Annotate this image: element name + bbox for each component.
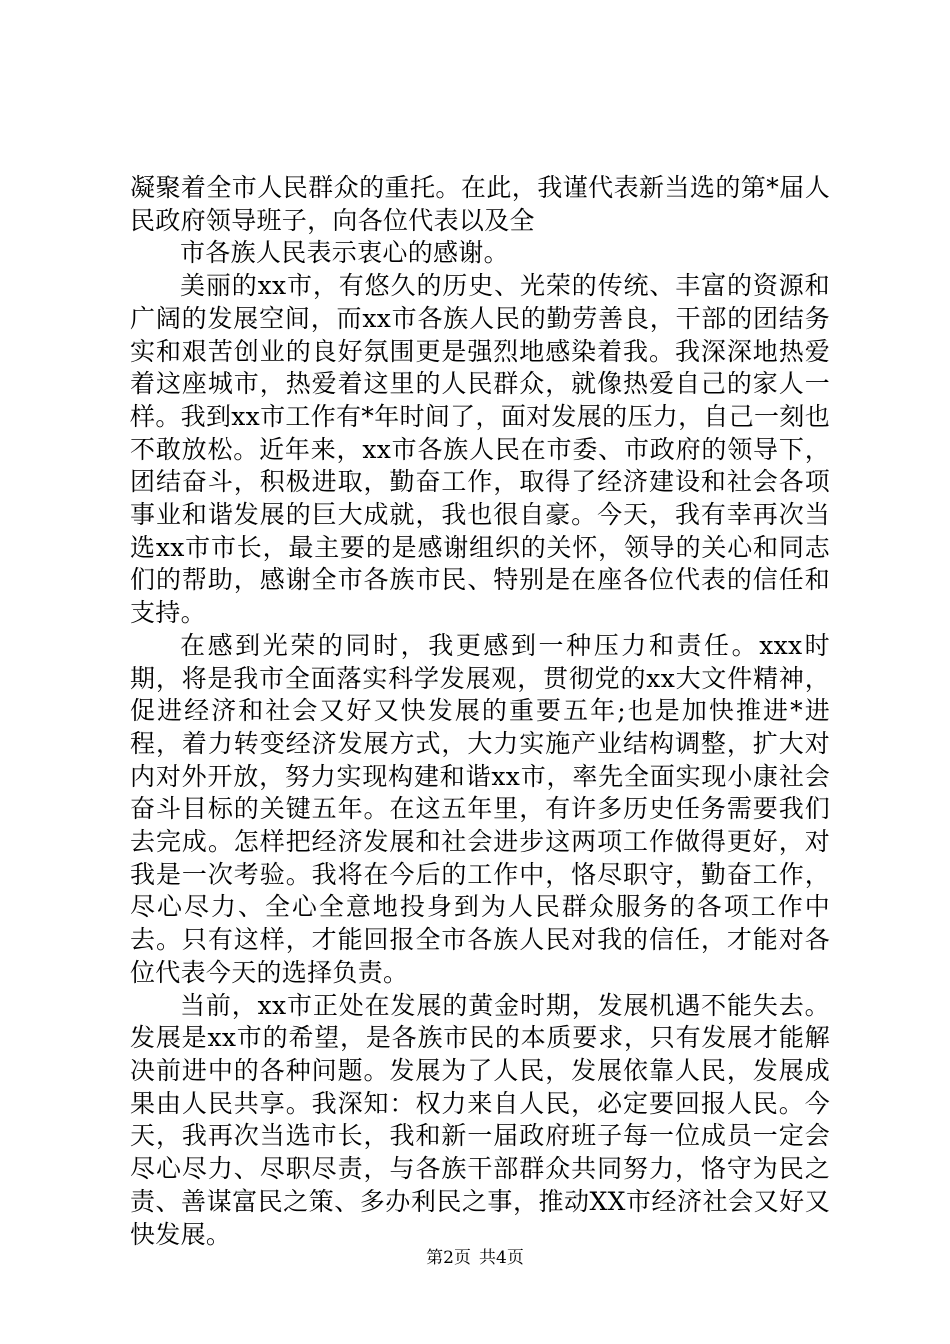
- paragraph-1: 凝聚着全市人民群众的重托。在此，我谨代表新当选的第*届人民政府领导班子，向各位代表以及全: [130, 173, 830, 235]
- paragraph-4: 当前，xx市正处在发展的黄金时期，发展机遇不能失去。发展是xx市的希望，是各族市民的本质要求，只有发展才能解决前进中的各种问题。发展为了人民，发展依靠人民，发展成果由人民共享。我深知：权力来自人民，必定要回报人民。今天，我再次当选市长，我和新一届政府班子每一位成员一定会尽心尽力、尽职尽责，与各族干部群众共同努力，恪守为民之责、善谋富民之策、多办利民之事，推动XX市经济社会又好又快发展。: [130, 990, 830, 1249]
- document-body: [130, 172, 830, 1251]
- paragraph-2: 美丽的xx市，有悠久的历史、光荣的传统、丰富的资源和广阔的发展空间，而xx市各族人民的勤劳善良，干部的团结务实和艰苦创业的良好氛围更是强烈地感染着我。我深深地热爱着这座城市，热爱着这里的人民群众，就像热爱自己的家人一样。我到xx市工作有*年时间了，面对发展的压力，自己一刻也不敢放松。近年来，xx市各族人民在市委、市政府的领导下，团结奋斗，积极进取，勤奋工作，取得了经济建设和社会各项事业和谐发展的巨大成就，我也很自豪。今天，我有幸再次当选xx市市长，最主要的是感谢组织的关怀，领导的关心和同志们的帮助，感谢全市各族市民、特别是在座各位代表的信任和支持。: [130, 271, 830, 628]
- paragraph-1-continuation: 市各族人民表示衷心的感谢。: [180, 238, 509, 268]
- paragraph-3: 在感到光荣的同时，我更感到一种压力和责任。xxx时期，将是我市全面落实科学发展观，贯彻党的xx大文件精神，促进经济和社会又好又快发展的重要五年;也是加快推进*进程，着力转变经济发展方式，大力实施产业结构调整，扩大对内对外开放，努力实现构建和谐xx市，率先全面实现小康社会奋斗目标的关键五年。在这五年里，有许多历史任务需要我们去完成。怎样把经济发展和社会进步这两项工作做得更好，对我是一次考验。我将在今后的工作中，恪尽职守，勤奋工作，尽心尽力、全心全意地投身到为人民群众服务的各项工作中去。只有这样，才能回报全市各族人民对我的信任，才能对各位代表今天的选择负责。: [130, 630, 830, 987]
- page-footer: [0, 1243, 950, 1268]
- page-number: 第2页: [426, 1248, 471, 1268]
- page-total: 共4页: [479, 1248, 524, 1268]
